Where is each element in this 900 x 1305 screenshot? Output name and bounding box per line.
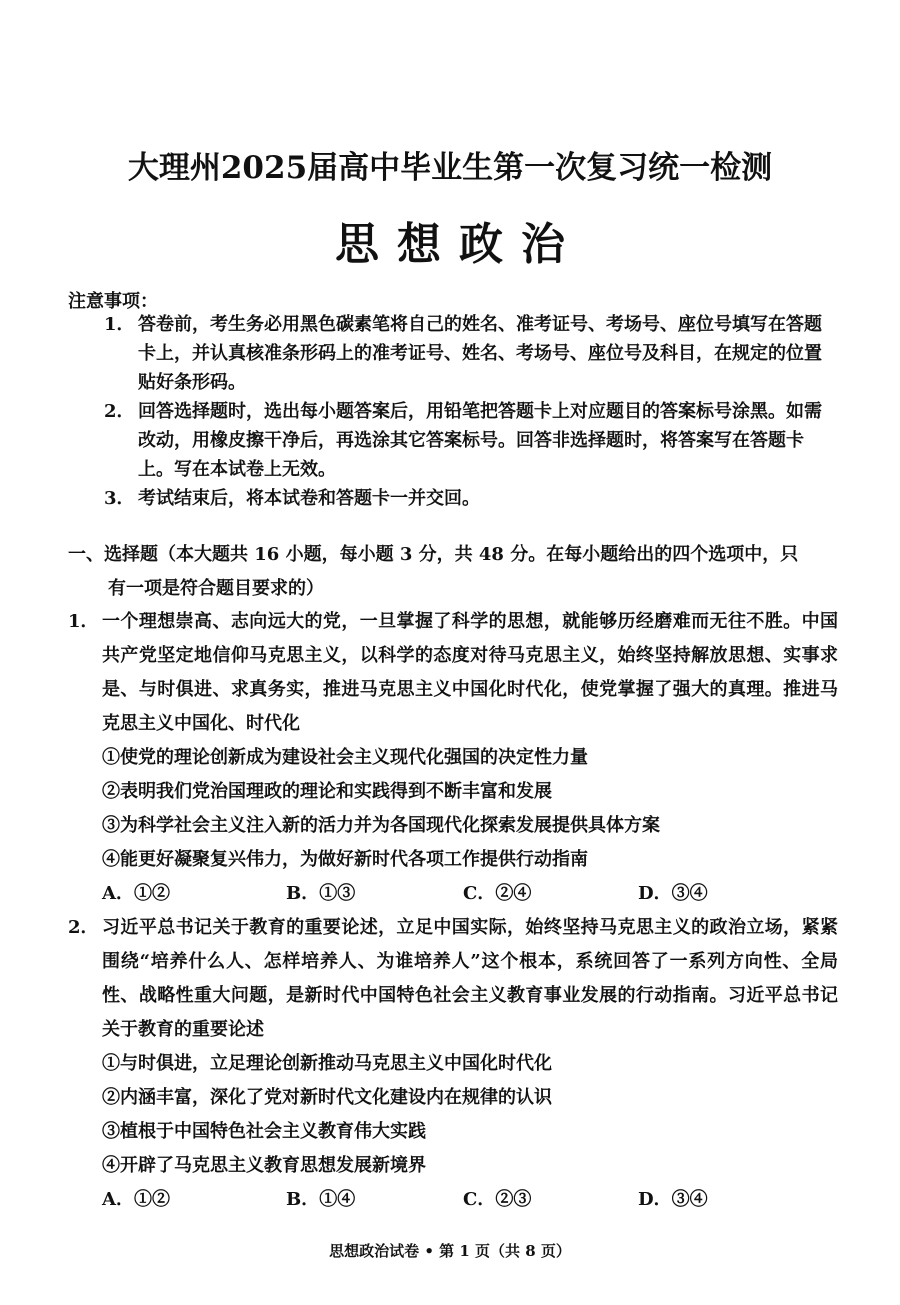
question-stem — [68, 911, 838, 1047]
question-number: 2． — [68, 917, 99, 938]
statement-option: ①使党的理论创新成为建设社会主义现代化强国的决定性力量 — [102, 747, 588, 768]
answer-choices — [68, 877, 838, 911]
statement-option: ④能更好凝聚复兴伟力，为做好新时代各项工作提供行动指南 — [102, 849, 588, 870]
choice-c: C．②③ — [463, 1189, 532, 1210]
notice-item-text: 回答选择题时，选出每小题答案后，用铅笔把答题卡上对应题目的答案标号涂黑。如需改动，用橡皮擦干净后，再选涂其它答案标号。回答非选择题时，将答案写在答题卡上。写在本试卷上无效。 — [138, 401, 822, 480]
choice-b: B．①④ — [286, 1189, 356, 1210]
notice-item-number: 1． — [104, 314, 135, 335]
statement-option: ③植根于中国特色社会主义教育伟大实践 — [102, 1121, 426, 1142]
subject-title: 思想政治 — [335, 219, 583, 270]
page-footer: 思想政治试卷 • 第 1 页（共 8 页） — [329, 1242, 571, 1260]
choice-d: D．③④ — [638, 883, 708, 904]
notice-item-number: 2． — [104, 401, 135, 422]
notice-heading: 注意事项： — [68, 291, 158, 312]
statement-option: ①与时俱进，立足理论创新推动马克思主义中国化时代化 — [102, 1053, 552, 1074]
question-text: 一个理想崇高、志向远大的党，一旦掌握了科学的思想，就能够历经磨难而无往不胜。中国共产党坚定地信仰马克思主义，以科学的态度对待马克思主义，始终坚持解放思想、实事求是、与时俱进、求真务实，推进马克思主义中国化时代化，使党掌握了强大的真理。推进马克思主义中国化、时代化 — [102, 611, 838, 734]
notice-item-3 — [104, 484, 834, 513]
statement-option: ②表明我们党治国理政的理论和实践得到不断丰富和发展 — [102, 781, 552, 802]
notice-item-text: 考试结束后，将本试卷和答题卡一并交回。 — [138, 488, 480, 509]
notice-item-text: 答卷前，考生务必用黑色碳素笔将自己的姓名、准考证号、考场号、座位号填写在答题卡上，并认真核准条形码上的准考证号、姓名、考场号、座位号及科目，在规定的位置贴好条形码。 — [138, 314, 822, 393]
statement-option: ④开辟了马克思主义教育思想发展新境界 — [102, 1155, 426, 1176]
notice-item-2 — [104, 397, 834, 484]
section-heading-line-2: 有一项是符合题目要求的） — [108, 578, 324, 599]
statement-option: ②内涵丰富，深化了党对新时代文化建设内在规律的认识 — [102, 1087, 552, 1108]
choice-a: A．①② — [102, 1189, 170, 1210]
exam-title: 大理州2025届高中毕业生第一次复习统一检测 — [127, 150, 773, 186]
question-2 — [68, 911, 838, 1217]
choice-b: B．①③ — [286, 883, 356, 904]
choice-d: D．③④ — [638, 1189, 708, 1210]
statement-option: ③为科学社会主义注入新的活力并为各国现代化探索发展提供具体方案 — [102, 815, 660, 836]
question-stem — [68, 605, 838, 741]
question-text: 习近平总书记关于教育的重要论述，立足中国实际，始终坚持马克思主义的政治立场，紧紧围绕“培养什么人、怎样培养人、为谁培养人”这个根本，系统回答了一系列方向性、全局性、战略性重大问题，是新时代中国特色社会主义教育事业发展的行动指南。习近平总书记关于教育的重要论述 — [102, 917, 838, 1040]
question-1 — [68, 605, 838, 911]
question-number: 1． — [68, 611, 99, 632]
section-heading-line-1: 一、选择题（本大题共 16 小题，每小题 3 分，共 48 分。在每小题给出的四个选项中，只 — [68, 544, 799, 565]
choice-a: A．①② — [102, 883, 170, 904]
answer-choices — [68, 1183, 838, 1217]
choice-c: C．②④ — [463, 883, 532, 904]
notice-item-number: 3． — [104, 488, 135, 509]
section-heading — [68, 538, 838, 606]
notice-item-1 — [104, 310, 834, 397]
